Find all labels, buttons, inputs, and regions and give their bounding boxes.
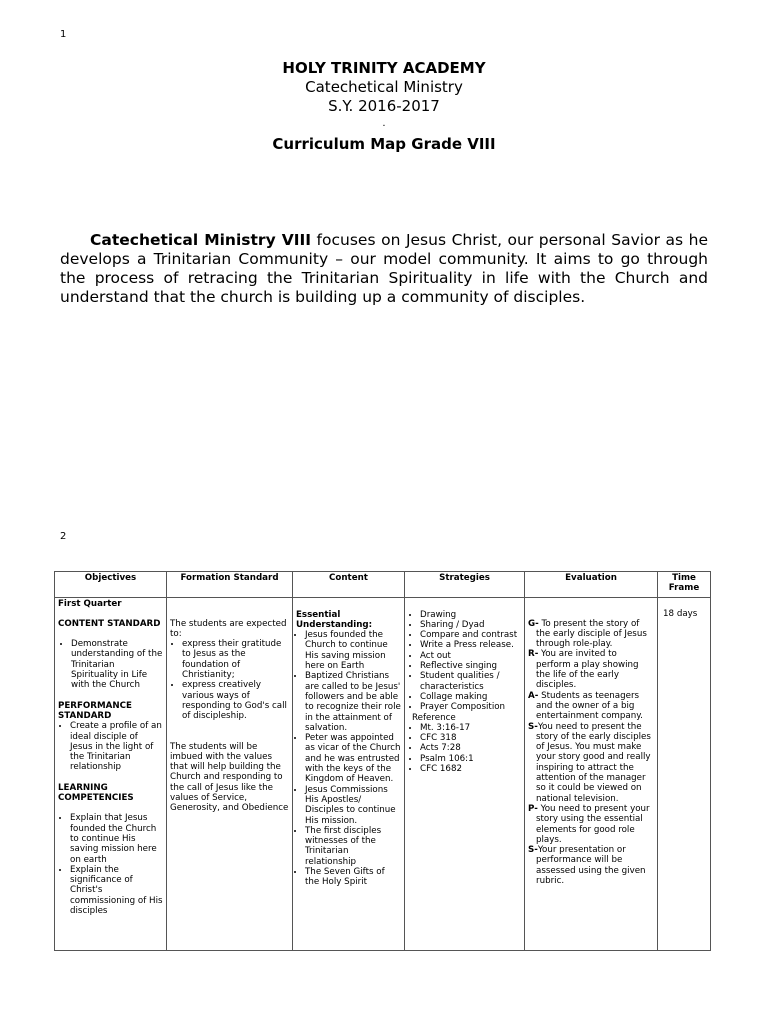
page-title: Curriculum Map Grade VIII xyxy=(272,135,496,153)
evaluation-text: Your presentation or performance will be assessed using the given rubric. xyxy=(536,845,646,887)
school-name: HOLY TRINITY ACADEMY xyxy=(282,59,486,77)
table-header-row xyxy=(55,572,711,598)
column-header-formation: Formation Standard xyxy=(167,572,293,598)
list-item: • CFC 1682 xyxy=(420,764,521,774)
list-item: • Act out xyxy=(420,651,521,661)
list-item: • Acts 7:28 xyxy=(420,743,521,753)
content-cell xyxy=(293,597,405,950)
list-item: • Collage making xyxy=(420,692,521,702)
evaluation-text: Students as teenagers and the owner of a big entertainment company. xyxy=(536,690,643,722)
time-frame-cell xyxy=(658,597,711,950)
content-list xyxy=(296,630,401,887)
essential-understanding-label: Essential Understanding: xyxy=(296,609,373,630)
page-number: 1 xyxy=(60,29,67,40)
list-item: • Psalm 106:1 xyxy=(420,754,521,764)
reference-list xyxy=(408,723,521,774)
evaluation-tag: R- xyxy=(528,649,539,660)
time-frame-value: 18 days xyxy=(663,608,698,619)
learning-list xyxy=(58,813,163,916)
list-item: • Write a Press release. xyxy=(420,640,521,650)
evaluation-text: You are invited to perform a play showing the life of the early disciples. xyxy=(536,649,639,691)
list-item: • express their gratitude to Jesus as the foundation of Christianity; xyxy=(182,639,289,680)
intro-paragraph xyxy=(60,231,708,307)
intro-lead: Catechetical Ministry VIII xyxy=(90,231,311,249)
column-header-objectives: Objectives xyxy=(55,572,167,598)
evaluation-tag: S- xyxy=(528,721,538,732)
list-item: • Drawing xyxy=(420,610,521,620)
formation-list xyxy=(170,639,289,721)
list-item: • Jesus Commissions His Apostles/ Disciples to continue His mission. xyxy=(305,785,401,826)
list-item: • Compare and contrast xyxy=(420,630,521,640)
evaluation-item xyxy=(528,691,654,722)
evaluation-tag: A- xyxy=(528,690,539,701)
objectives-cell xyxy=(55,597,167,950)
evaluation-cell xyxy=(525,597,658,950)
performance-standard-label: PERFORMANCE STANDARD xyxy=(58,700,132,721)
list-item: • CFC 318 xyxy=(420,733,521,743)
content-standard-list xyxy=(58,639,163,690)
evaluation-text: You need to present your story using the essential elements for good role plays. xyxy=(536,803,650,845)
performance-list xyxy=(58,721,163,772)
list-item: • The Seven Gifts of the Holy Spirit xyxy=(305,867,401,888)
list-item: • express creatively various ways of responding to God's call of discipleship. xyxy=(182,680,289,721)
intro-text: focuses on Jesus Christ, our personal Savior as he develops a Trinitarian Community – our model community. It aims to go through the process of retracing the Trinitarian Spirituality in life with the Church and understand that the church is building up a community of disciples. xyxy=(60,231,708,306)
list-item: • The first disciples witnesses of the Trinitarian relationship xyxy=(305,826,401,867)
formation-values: The students will be imbued with the values that will help building the Church and responding to the call of Jesus like the values of Service, Generosity, and Obedience xyxy=(170,741,289,814)
column-header-strategies: Strategies xyxy=(405,572,525,598)
list-item: • Sharing / Dyad xyxy=(420,620,521,630)
list-item: • Explain the significance of Christ's commissioning of His disciples xyxy=(70,865,163,916)
list-item: • Explain that Jesus founded the Church to continue His saving mission here on earth xyxy=(70,813,163,864)
evaluation-tag: S- xyxy=(528,845,538,856)
formation-intro: The students are expected to: xyxy=(170,618,287,639)
strategies-list xyxy=(408,610,521,713)
list-item: • Create a profile of an ideal disciple of Jesus in the light of the Trinitarian relationship xyxy=(70,721,163,772)
list-item: • Reflective singing xyxy=(420,661,521,671)
evaluation-text: You need to present the story of the early disciples of Jesus. You must make your story good and really inspiring to attract the attention of the manager so it could be viewed on national television. xyxy=(536,721,651,804)
list-item: • Student qualities / characteristics xyxy=(420,671,521,692)
list-item: • Mt. 3:16-17 xyxy=(420,723,521,733)
table-row xyxy=(55,597,711,950)
list-item: • Prayer Composition xyxy=(420,702,521,712)
learning-competencies-label: LEARNING COMPETENCIES xyxy=(58,782,134,804)
evaluation-tag: P- xyxy=(528,803,538,814)
reference-label: Reference xyxy=(412,712,456,723)
strategies-cell xyxy=(405,597,525,950)
formation-cell xyxy=(167,597,293,950)
evaluation-item xyxy=(528,649,654,690)
list-item: • Peter was appointed as vicar of the Church and he was entrusted with the keys of the Kingdom of Heaven. xyxy=(305,733,401,784)
column-header-evaluation: Evaluation xyxy=(525,572,658,598)
content-standard-label: CONTENT STANDARD xyxy=(58,618,161,629)
page-number: 2 xyxy=(60,531,67,542)
evaluation-item xyxy=(528,619,654,650)
column-header-content: Content xyxy=(293,572,405,598)
evaluation-item xyxy=(528,845,654,886)
evaluation-text: To present the story of the early disciple of Jesus through role-play. xyxy=(536,618,647,650)
school-year: S.Y. 2016-2017 xyxy=(328,97,440,115)
evaluation-tag: G- xyxy=(528,618,539,629)
separator-dot: . xyxy=(382,118,386,129)
column-header-time-frame: Time Frame xyxy=(658,572,711,598)
curriculum-table xyxy=(54,571,711,951)
ministry-name: Catechetical Ministry xyxy=(305,78,463,96)
list-item: • Jesus founded the Church to continue His saving mission here on Earth xyxy=(305,630,401,671)
list-item: • Baptized Christians are called to be Jesus' followers and be able to recognize their role in the attainment of salvation. xyxy=(305,671,401,733)
evaluation-item xyxy=(528,804,654,845)
list-item: • Demonstrate understanding of the Trinitarian Spirituality in Life with the Church xyxy=(71,639,163,690)
evaluation-item xyxy=(528,722,654,804)
quarter-label: First Quarter xyxy=(58,598,122,609)
